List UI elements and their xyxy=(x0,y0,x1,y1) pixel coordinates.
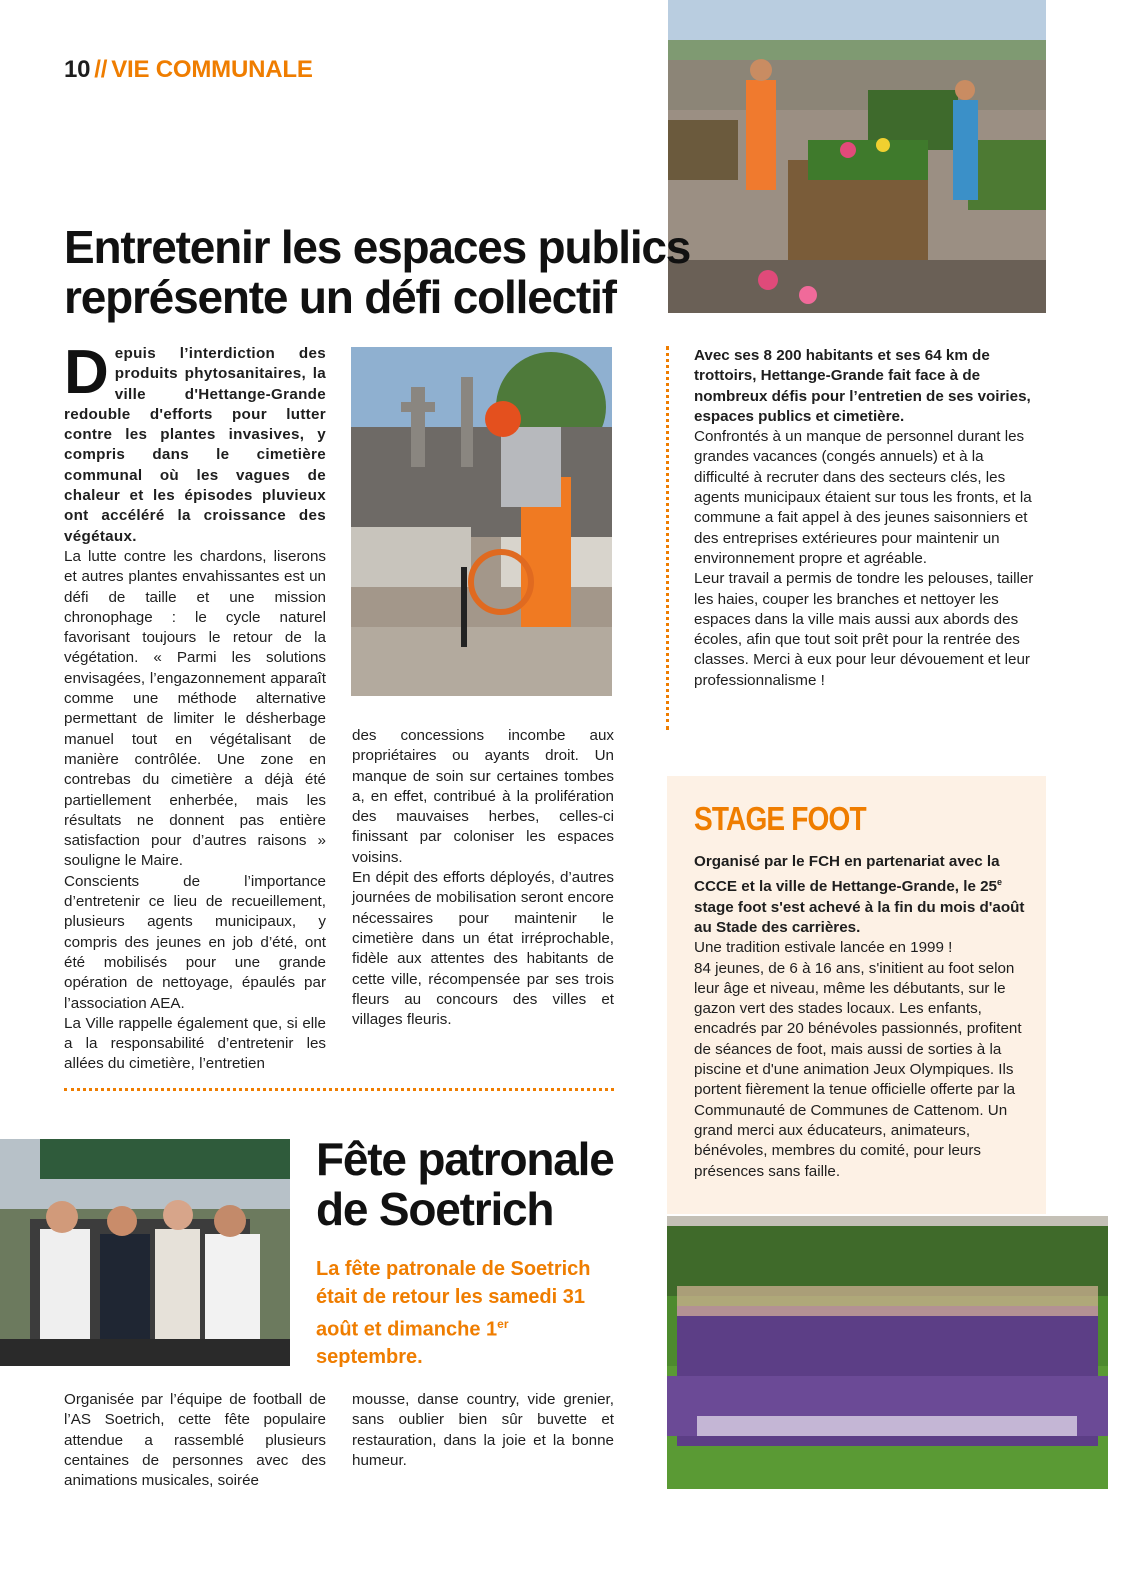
planters-photo xyxy=(668,0,1046,313)
page-header xyxy=(64,56,313,84)
stage-foot-lede-part2: stage foot s'est achevé à la fin du mois d'août au Stade des carrières. xyxy=(694,898,1025,936)
stage-foot-paragraph: Une tradition estivale lancée en 1999 ! xyxy=(694,939,953,957)
stage-foot-lede xyxy=(694,852,1042,938)
fete-title-line1: Fête patronale xyxy=(316,1133,614,1185)
fete-photo xyxy=(0,1139,290,1366)
sidebar-paragraph: Confrontés à un manque de personnel durant les grandes vacances (congés annuels) et à la difficulté à recruter dans des secteurs clés, les agents municipaux étaient sur tous les fronts, et la commune a fait appel à des jeunes saisonniers et des entreprises extérieures pour maintenir un environnement propre et agréable. xyxy=(694,428,1032,567)
fete-lede xyxy=(316,1256,616,1372)
article-paragraph: La lutte contre les chardons, liserons et autres plantes envahissantes est un défi de taille et une mission chronophage : le cycle naturel favorisant toujours le retour de la végétation. « Parmi les solutions envisagées, l’engazonnement apparaît comme une méthode alternative permettant de limiter le désherbage manuel tout en végétalisant de manière contrôlée. Une zone en contrebas du cimetière a déjà été partiellement enherbée, mais les résultats ne donnent pas entière satisfaction pour d’autres raisons » souligne le Maire. xyxy=(64,547,326,870)
article-paragraph: Conscients de l’importance d’entretenir ce lieu de recueillement, plusieurs agents municipaux, y compris des jeunes en job d’été, ont été mobilisés pour une grande opération de nettoyage, épaulés par l’association AEA. xyxy=(64,872,326,1012)
article-column-2 xyxy=(352,726,614,1030)
football-team-photo xyxy=(667,1216,1108,1489)
fete-lede-sup: er xyxy=(497,1317,509,1331)
article-title xyxy=(64,222,704,322)
fete-paragraph: mousse, danse country, vide grenier, sans oublier bien sûr buvette et restauration, dans la joie et la bonne humeur. xyxy=(352,1391,614,1469)
fete-lede-part1: La fête patronale de Soetrich était de retour les samedi 31 août et dimanche 1 xyxy=(316,1258,591,1341)
article-paragraph: En dépit des efforts déployés, d’autres journées de mobilisation seront encore nécessaires pour maintenir le cimetière dans un état irréprochable, fidèle aux attentes des habitants de cette ville, récompensée par ses trois fleurs au concours des villes et villages fleuris. xyxy=(352,869,614,1029)
article-paragraph: des concessions incombe aux propriétaires ou ayants droit. Un manque de soin sur certaines tombes a, en effet, contribué à la prolifération des mauvaises herbes, celles-ci finissant par coloniser les espaces voisins. xyxy=(352,727,614,866)
lede-text: epuis l’interdiction des produits phytosanitaires, la ville d'Hettange-Grande redouble d'efforts pour lutter contre les plantes invasives, y compris dans le cimetière communal où les vagues de chaleur et les épisodes pluvieux ont accéléré la croissance des végétaux. xyxy=(64,345,326,545)
cemetery-photo xyxy=(351,347,612,696)
article-column-1 xyxy=(64,338,326,1075)
article-title-line2: représente un défi collectif xyxy=(64,271,616,323)
stage-foot-title: STAGE FOOT xyxy=(694,800,866,837)
sidebar-lede: Avec ses 8 200 habitants et ses 64 km de trottoirs, Hettange-Grande fait face à de nombreux défis pour l’entretien de ses voiries, espaces publics et cimetière. xyxy=(694,347,1031,425)
drop-cap: D xyxy=(64,338,109,407)
stage-foot-lede-sup: e xyxy=(997,877,1003,888)
sidebar-column xyxy=(694,346,1042,691)
vertical-dotted-divider xyxy=(666,346,669,730)
fete-lede-part2: septembre. xyxy=(316,1346,423,1369)
horizontal-dotted-divider xyxy=(64,1088,614,1091)
fete-title xyxy=(316,1134,636,1234)
fete-column-2 xyxy=(352,1390,614,1471)
sidebar-paragraph: Leur travail a permis de tondre les pelouses, tailler les haies, couper les branches et nettoyer les espaces dans la ville mais aussi aux abords des écoles, afin que tout soit prêt pour la rentrée des classes. Merci à eux pour leur dévouement et leur professionnalisme ! xyxy=(694,570,1034,689)
article-title-line1: Entretenir les espaces publics xyxy=(64,221,691,273)
fete-paragraph: Organisée par l’équipe de football de l’AS Soetrich, cette fête populaire attendue a rassemblé plusieurs centaines de personnes avec des animations musicales, soirée xyxy=(64,1391,326,1490)
section-name: VIE COMMUNALE xyxy=(111,56,313,83)
page-number: 10 xyxy=(64,56,91,83)
fete-column-1 xyxy=(64,1390,326,1491)
stage-foot-text xyxy=(694,852,1042,1182)
article-paragraph: La Ville rappelle également que, si elle a la responsabilité d’entretenir les allées du cimetière, l’entretien xyxy=(64,1014,326,1073)
header-separator: // xyxy=(94,56,108,83)
stage-foot-lede-part1: Organisé par le FCH en partenariat avec la CCCE et la ville de Hettange-Grande, le 25 xyxy=(694,853,1000,896)
fete-title-line2: de Soetrich xyxy=(316,1183,554,1235)
stage-foot-paragraph: 84 jeunes, de 6 à 16 ans, s'initient au foot selon leur âge et niveau, même les débutants, sur le gazon vert des stades locaux. Les enfants, encadrés par 20 bénévoles passionnés, profitent de séances de foot, mais aussi de sorties à la piscine et d'une animation Jeux Olympiques. Ils portent fièrement la tenue officielle offerte par la Communauté de Communes de Cattenom. Un grand merci aux éducateurs, animateurs, bénévoles, membres du comité, pour leurs présences sans faille. xyxy=(694,959,1022,1180)
article-lede xyxy=(64,338,326,547)
